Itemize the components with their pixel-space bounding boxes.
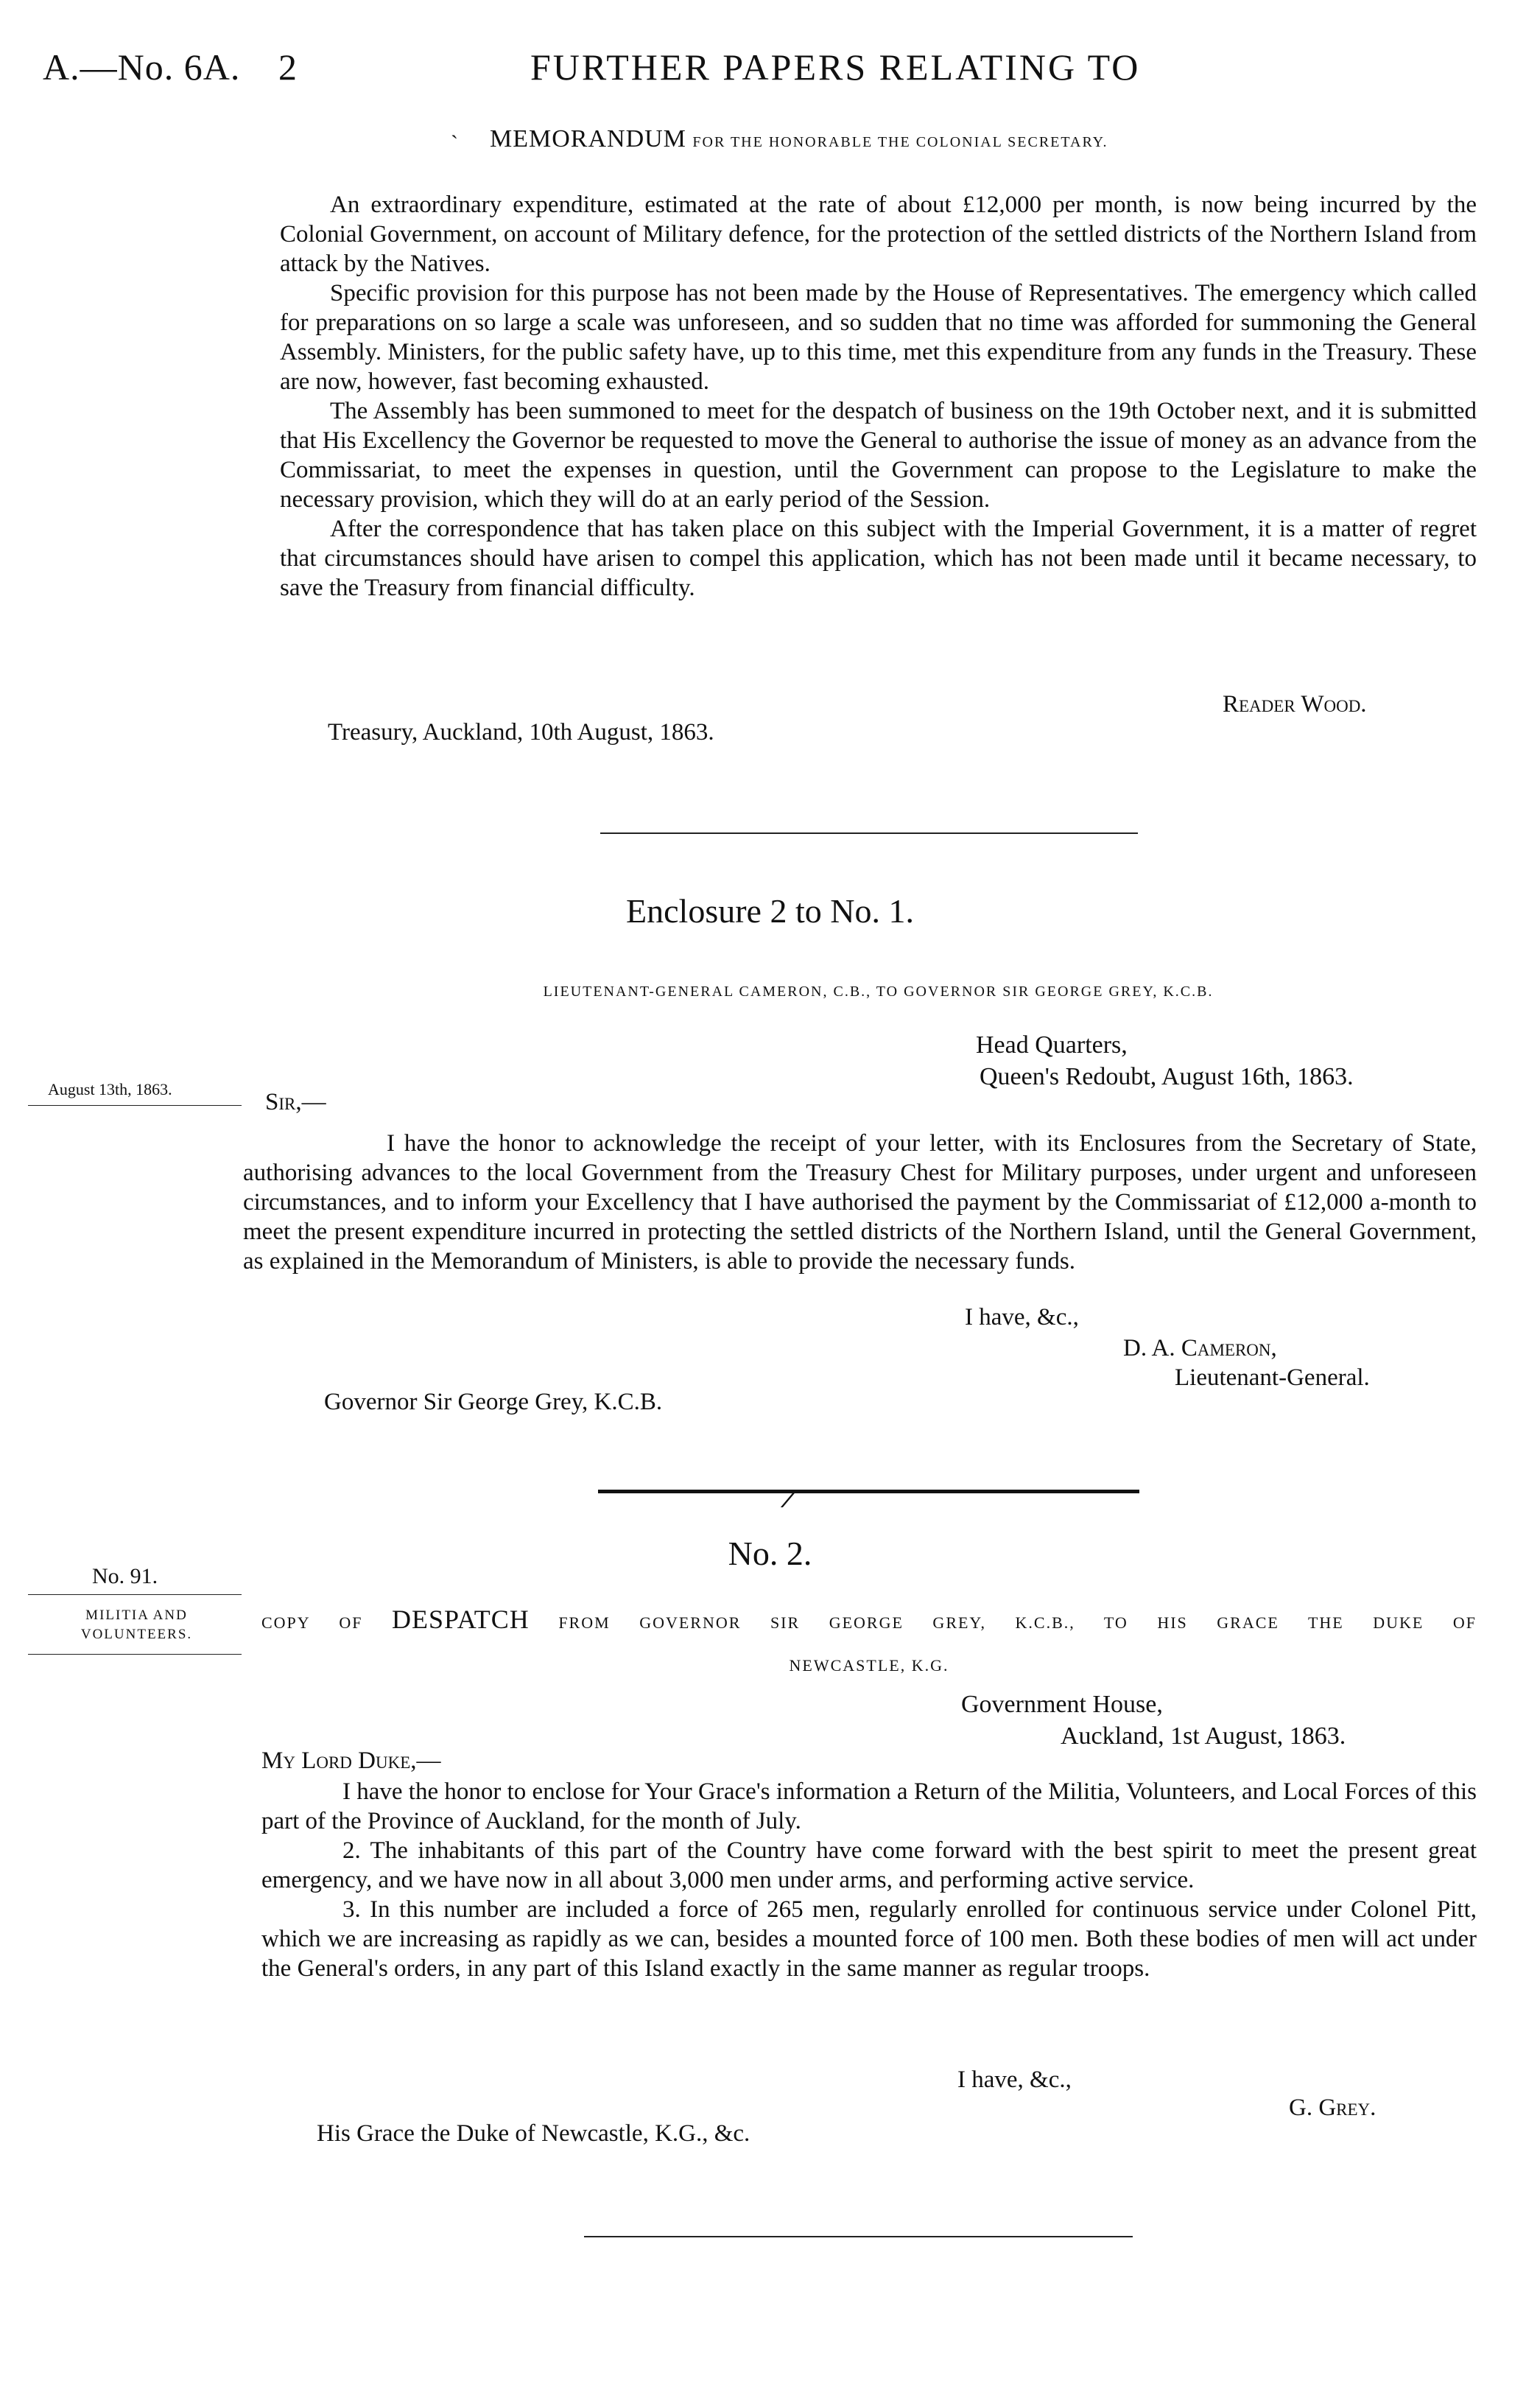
- enclosure-addressee: Governor Sir George Grey, K.C.B.: [324, 1389, 663, 1415]
- document-reference: A.—No. 6A.: [43, 46, 241, 88]
- memorandum-paragraph: After the correspondence that has taken place on this subject with the Imperial Government, it is a matter of regret that circumstances should have arisen to compel this application, which has not been made until it became necessary, to save the Treasury from financial difficulty.: [280, 516, 1477, 601]
- despatch-salutation: My Lord Duke,—: [261, 1747, 441, 1774]
- despatch-heading-line2: NEWCASTLE, K.G.: [789, 1656, 949, 1675]
- stray-mark: `: [451, 131, 458, 155]
- despatch-word: DESPATCH: [392, 1605, 530, 1634]
- margin-rule: [28, 1654, 242, 1655]
- despatch-heading-rest: FROM GOVERNOR SIR GEORGE GREY, K.C.B., TO HIS GRACE THE DUKE OF: [558, 1613, 1477, 1632]
- page-title: FURTHER PAPERS RELATING TO: [530, 46, 1141, 88]
- enclosure-salutation: Sir,—: [265, 1089, 326, 1115]
- section-title-no2: No. 2.: [728, 1535, 812, 1572]
- section-divider: [600, 832, 1138, 834]
- margin-date: August 13th, 1863.: [48, 1080, 172, 1098]
- enclosure-address-line2: Queen's Redoubt, August 16th, 1863.: [980, 1063, 1354, 1090]
- memorandum-heading: [490, 125, 1108, 153]
- memorandum-title-rest: FOR THE HONORABLE THE COLONIAL SECRETARY.: [692, 134, 1108, 150]
- section-divider: [584, 2236, 1133, 2237]
- despatch-closing: I have, &c.,: [957, 2066, 1072, 2093]
- despatch-addressee: His Grace the Duke of Newcastle, K.G., &c.: [317, 2120, 750, 2147]
- memorandum-paragraph: An extraordinary expenditure, estimated at the rate of about £12,000 per month, is now being incurred by the Colonial Government, on account of Military defence, for the protection of the settled districts of the Northern Island from attack by the Natives.: [280, 192, 1477, 277]
- despatch-heading: [261, 1605, 1477, 1638]
- margin-rule: [28, 1594, 242, 1595]
- enclosure-body: [243, 1129, 1477, 1276]
- enclosure-closing: I have, &c.,: [965, 1304, 1079, 1331]
- despatch-paragraph: 3. In this number are included a force of 265 men, regularly enrolled for continuous service under Colonel Pitt, which we are increasing as rapidly as we can, besides a mounted force of 100 men. Both these bodies of men will act under the General's orders, in any part of this Island exactly in the same manner as regular troops.: [261, 1896, 1477, 1982]
- margin-rule: [28, 1105, 242, 1106]
- memorandum-signature: Reader Wood.: [1223, 691, 1367, 718]
- despatch-copy-of: COPY OF: [261, 1613, 363, 1632]
- despatch-signature: G. Grey.: [1289, 2094, 1376, 2121]
- page-number: 2: [278, 46, 297, 88]
- memorandum-place-date: Treasury, Auckland, 10th August, 1863.: [328, 719, 714, 746]
- despatch-body: [261, 1777, 1477, 1983]
- enclosure-address-line1: Head Quarters,: [976, 1031, 1128, 1059]
- enclosure-paragraph: I have the honor to acknowledge the receipt of your letter, with its Enclosures from the Secretary of State, authorising advances to the local Government from the Treasury Chest for Military purposes, under urgent and unforeseen circumstances, and to inform your Excellency that I have authorised the payment by the Commissariat of £12,000 a-month to meet the present expenditure incurred in protecting the settled districts of the Northern Island, until the General Government, as explained in the Memorandum of Ministers, is able to provide the necessary funds.: [243, 1130, 1477, 1275]
- section-divider-thick: [598, 1490, 1139, 1493]
- enclosure-title: Enclosure 2 to No. 1.: [626, 892, 914, 930]
- memorandum-title-main: MEMORANDUM: [490, 125, 686, 152]
- despatch-paragraph: 2. The inhabitants of this part of the Country have come forward with the best spirit to meet the present great emergency, and we have now in all about 3,000 men under arms, and performing active service.: [261, 1837, 1477, 1893]
- memorandum-body: [280, 190, 1477, 603]
- enclosure-signature-title: Lieutenant-General.: [1175, 1364, 1370, 1391]
- memorandum-paragraph: Specific provision for this purpose has not been made by the House of Representatives. The emergency which called for preparations on so large a scale was unforeseen, and so sudden that no time was afforded for summoning the General Assembly. Ministers, for the public safety have, up to this time, met this expenditure from any funds in the Treasury. These are now, however, fast becoming exhausted.: [280, 280, 1477, 395]
- enclosure-signature-name: D. A. Cameron,: [1123, 1335, 1277, 1361]
- memorandum-paragraph: The Assembly has been summoned to meet for the despatch of business on the 19th October next, and it is submitted that His Excellency the Governor be requested to move the General to authorise the issue of money as an advance from the Commissariat, to meet the expenses in question, until the Government can propose to the Legislature to make the necessary provision, which they will do at an early period of the Session.: [280, 398, 1477, 513]
- despatch-address-line2: Auckland, 1st August, 1863.: [1061, 1722, 1346, 1750]
- margin-number: No. 91.: [92, 1564, 158, 1588]
- margin-subject: MILITIA AND VOLUNTEERS.: [80, 1608, 193, 1642]
- despatch-paragraph: I have the honor to enclose for Your Grace's information a Return of the Militia, Volunteers, and Local Forces of this part of the Province of Auckland, for the month of July.: [261, 1778, 1477, 1834]
- enclosure-subtitle: LIEUTENANT-GENERAL CAMERON, C.B., TO GOVERNOR SIR GEORGE GREY, K.C.B.: [543, 984, 1214, 1000]
- despatch-address-line1: Government House,: [961, 1691, 1163, 1718]
